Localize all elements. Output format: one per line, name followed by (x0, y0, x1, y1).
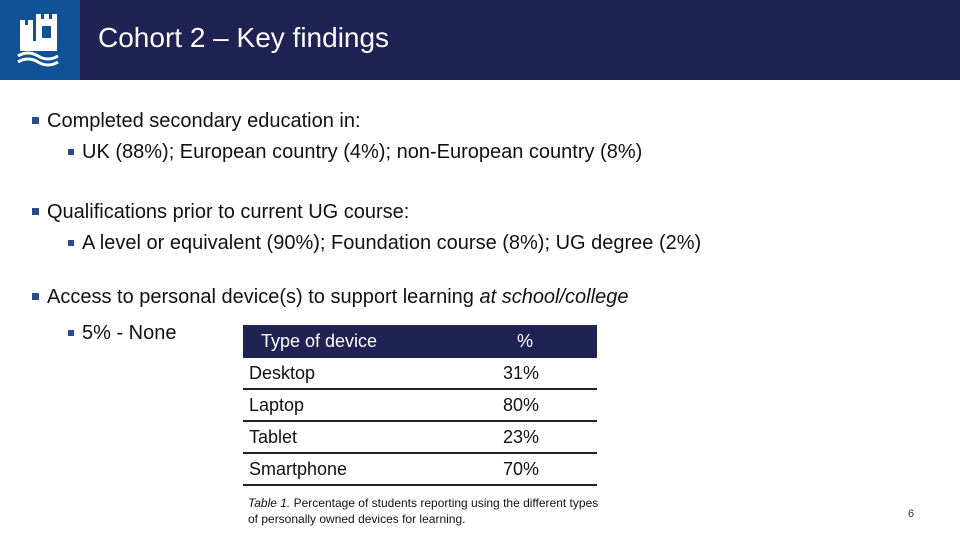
subbullet-device-none (68, 322, 177, 345)
square-bullet-icon (68, 149, 74, 155)
subbullet-text: A level or equivalent (90%); Foundation course (8%); UG degree (2%) (82, 232, 702, 254)
subbullet-qualifications (68, 232, 701, 255)
bullet-text: Completed secondary education in: (47, 110, 361, 132)
table-caption (248, 495, 608, 527)
table-row (243, 421, 597, 453)
page-number: 6 (908, 508, 915, 520)
device-name: Laptop (243, 389, 483, 421)
table-row (243, 453, 597, 485)
device-name: Smartphone (243, 453, 483, 485)
bullet-qualifications (32, 201, 409, 224)
device-percent: 80% (483, 389, 597, 421)
castle-logo-icon (14, 12, 66, 68)
header-percent: % (483, 325, 597, 358)
device-percent: 70% (483, 453, 597, 485)
title-bar (0, 0, 960, 80)
square-bullet-icon (32, 117, 39, 124)
table-row (243, 389, 597, 421)
device-table (243, 325, 597, 486)
bullet-text: Qualifications prior to current UG course: (47, 201, 410, 223)
bullet-text: Access to personal device(s) to support learning (47, 286, 480, 308)
square-bullet-icon (32, 293, 39, 300)
subbullet-text: UK (88%); European country (4%); non-European country (8%) (82, 141, 643, 163)
subbullet-secondary-education (68, 141, 642, 164)
bullet-secondary-education (32, 110, 361, 133)
table-row (243, 358, 597, 389)
subbullet-text: 5% - None (82, 322, 177, 344)
device-percent: 23% (483, 421, 597, 453)
table-header-row (243, 325, 597, 358)
square-bullet-icon (32, 208, 39, 215)
device-percent: 31% (483, 358, 597, 389)
slide-title: Cohort 2 – Key findings (98, 22, 390, 53)
square-bullet-icon (68, 240, 74, 246)
bullet-device-access (32, 286, 628, 309)
bullet-text-italic: at school/college (479, 286, 629, 308)
square-bullet-icon (68, 330, 74, 336)
header-type-of-device: Type of device (243, 325, 483, 358)
caption-text: Percentage of students reporting using the different types of personally owned devices for learning. (248, 496, 599, 526)
device-name: Tablet (243, 421, 483, 453)
caption-label: Table 1. (248, 496, 291, 510)
device-name: Desktop (243, 358, 483, 389)
university-logo (0, 0, 80, 80)
